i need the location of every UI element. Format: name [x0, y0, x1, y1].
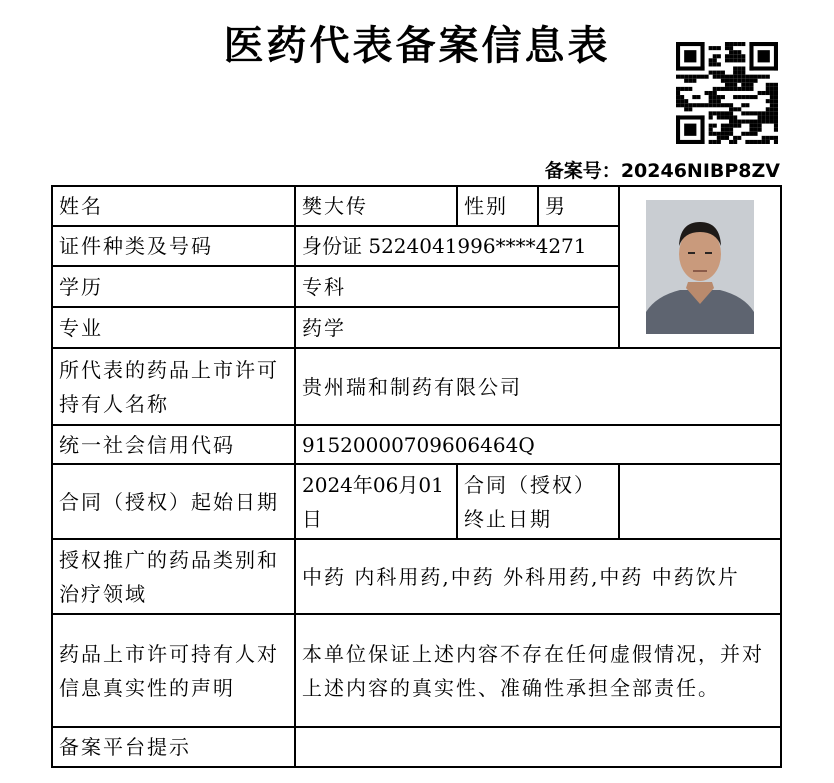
portrait-photo [646, 200, 754, 334]
contract-start-label: 合同（授权）起始日期 [52, 464, 295, 539]
holder-label: 所代表的药品上市许可持有人名称 [52, 348, 295, 425]
page-title: 医药代表备案信息表 [223, 23, 611, 69]
gender-label: 性别 [457, 186, 538, 226]
credit-label: 统一社会信用代码 [52, 425, 295, 464]
declaration-label: 药品上市许可持有人对信息真实性的声明 [52, 614, 295, 727]
id-label: 证件种类及号码 [52, 226, 295, 266]
education-label: 学历 [52, 266, 295, 307]
record-number-separator: ： [601, 160, 621, 182]
gender-value: 男 [538, 186, 619, 226]
name-label: 姓名 [52, 186, 295, 226]
platform-label: 备案平台提示 [52, 727, 295, 767]
scope-value: 中药 内科用药,中药 外科用药,中药 中药饮片 [295, 539, 781, 614]
contract-end-value [619, 464, 781, 539]
qr-code [676, 42, 778, 144]
record-number-label: 备案号 [544, 160, 602, 182]
education-value: 专科 [295, 266, 619, 307]
name-value: 樊大传 [295, 186, 457, 226]
major-label: 专业 [52, 307, 295, 348]
record-number [545, 156, 780, 183]
id-value: 身份证 5224041996****4271 [295, 226, 619, 266]
record-number-value: 20246NIBP8ZV [620, 160, 780, 182]
info-table [51, 185, 782, 768]
credit-value: 91520000709606464Q [295, 425, 781, 464]
contract-end-label: 合同（授权）终止日期 [457, 464, 619, 539]
major-value: 药学 [295, 307, 619, 348]
holder-value: 贵州瑞和制药有限公司 [295, 348, 781, 425]
photo-cell [619, 186, 781, 348]
declaration-value: 本单位保证上述内容不存在任何虚假情况，并对上述内容的真实性、准确性承担全部责任。 [295, 614, 781, 727]
footer-text-cut [51, 773, 291, 783]
platform-value [295, 727, 781, 767]
contract-start-value: 2024年06月01日 [295, 464, 457, 539]
scope-label: 授权推广的药品类别和治疗领域 [52, 539, 295, 614]
